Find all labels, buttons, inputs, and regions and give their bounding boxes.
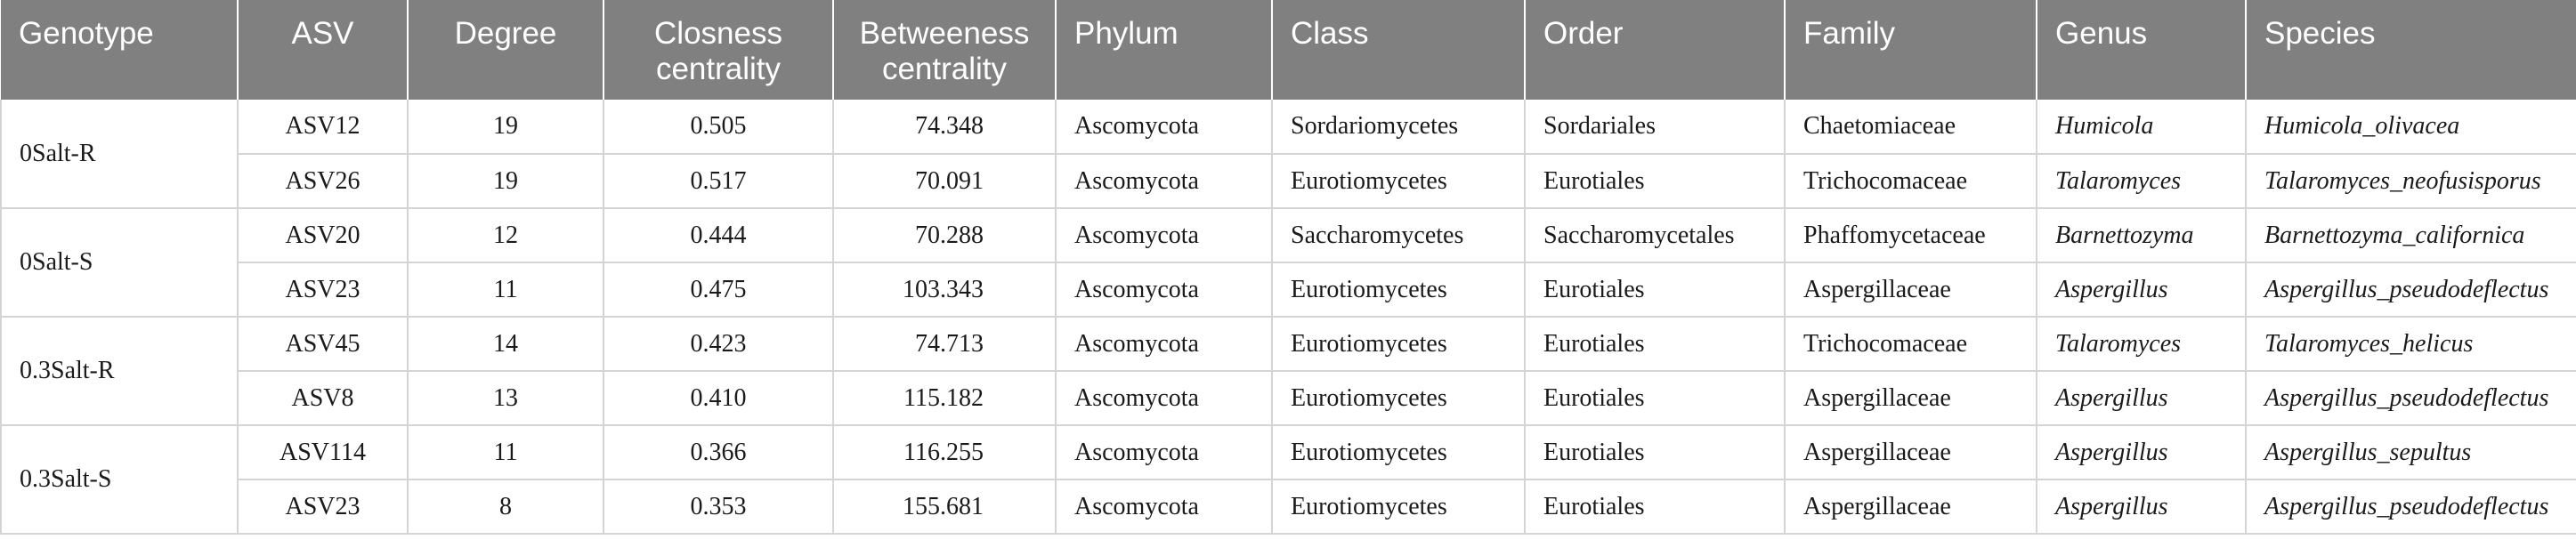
class-cell: Eurotiomycetes	[1272, 425, 1525, 479]
degree-cell: 11	[408, 262, 603, 317]
phylum-cell: Ascomycota	[1056, 100, 1272, 154]
betweenness-cell: 70.288	[833, 208, 1056, 262]
genus-cell: Aspergillus	[2037, 425, 2246, 479]
header-genus: Genus	[2037, 0, 2246, 100]
class-cell: Eurotiomycetes	[1272, 154, 1525, 208]
genus-cell: Talaromyces	[2037, 317, 2246, 371]
family-cell: Chaetomiaceae	[1785, 100, 2037, 154]
header-order: Order	[1525, 0, 1785, 100]
order-cell: Eurotiales	[1525, 154, 1785, 208]
family-cell: Phaffomycetaceae	[1785, 208, 2037, 262]
header-row	[1, 0, 2576, 100]
phylum-cell: Ascomycota	[1056, 425, 1272, 479]
genotype-cell: 0.3Salt-S	[1, 425, 238, 534]
degree-cell: 19	[408, 154, 603, 208]
header-species: Species	[2246, 0, 2576, 100]
degree-cell: 19	[408, 100, 603, 154]
closeness-cell: 0.423	[603, 317, 833, 371]
family-cell: Trichocomaceae	[1785, 317, 2037, 371]
degree-cell: 8	[408, 479, 603, 534]
header-asv: ASV	[238, 0, 408, 100]
table-row	[1, 317, 2576, 371]
header-class: Class	[1272, 0, 1525, 100]
family-cell: Aspergillaceae	[1785, 479, 2037, 534]
closeness-cell: 0.517	[603, 154, 833, 208]
order-cell: Sordariales	[1525, 100, 1785, 154]
species-cell: Aspergillus_pseudodeflectus	[2246, 262, 2576, 317]
class-cell: Eurotiomycetes	[1272, 479, 1525, 534]
asv-cell: ASV23	[238, 262, 408, 317]
header-closeness: Closness centrality	[603, 0, 833, 100]
degree-cell: 13	[408, 371, 603, 425]
table-row	[1, 371, 2576, 425]
asv-cell: ASV12	[238, 100, 408, 154]
species-cell: Talaromyces_helicus	[2246, 317, 2576, 371]
order-cell: Eurotiales	[1525, 479, 1785, 534]
degree-cell: 14	[408, 317, 603, 371]
genus-cell: Aspergillus	[2037, 479, 2246, 534]
class-cell: Saccharomycetes	[1272, 208, 1525, 262]
phylum-cell: Ascomycota	[1056, 479, 1272, 534]
betweenness-cell: 70.091	[833, 154, 1056, 208]
asv-cell: ASV26	[238, 154, 408, 208]
species-cell: Aspergillus_pseudodeflectus	[2246, 479, 2576, 534]
betweenness-cell: 74.348	[833, 100, 1056, 154]
genus-cell: Aspergillus	[2037, 371, 2246, 425]
betweenness-cell: 74.713	[833, 317, 1056, 371]
phylum-cell: Ascomycota	[1056, 208, 1272, 262]
asv-cell: ASV20	[238, 208, 408, 262]
header-family: Family	[1785, 0, 2037, 100]
genus-cell: Talaromyces	[2037, 154, 2246, 208]
phylum-cell: Ascomycota	[1056, 371, 1272, 425]
header-degree: Degree	[408, 0, 603, 100]
class-cell: Eurotiomycetes	[1272, 371, 1525, 425]
table-row	[1, 154, 2576, 208]
closeness-cell: 0.444	[603, 208, 833, 262]
asv-cell: ASV114	[238, 425, 408, 479]
genotype-cell: 0Salt-R	[1, 100, 238, 208]
table-body	[1, 100, 2576, 534]
closeness-cell: 0.475	[603, 262, 833, 317]
genus-cell: Aspergillus	[2037, 262, 2246, 317]
family-cell: Aspergillaceae	[1785, 425, 2037, 479]
header-genotype: Genotype	[1, 0, 238, 100]
closeness-cell: 0.366	[603, 425, 833, 479]
betweenness-cell: 115.182	[833, 371, 1056, 425]
closeness-cell: 0.505	[603, 100, 833, 154]
order-cell: Eurotiales	[1525, 371, 1785, 425]
species-cell: Talaromyces_neofusisporus	[2246, 154, 2576, 208]
family-cell: Aspergillaceae	[1785, 371, 2037, 425]
table-row	[1, 100, 2576, 154]
order-cell: Saccharomycetales	[1525, 208, 1785, 262]
species-cell: Aspergillus_sepultus	[2246, 425, 2576, 479]
header-phylum: Phylum	[1056, 0, 1272, 100]
table-row	[1, 262, 2576, 317]
closeness-cell: 0.410	[603, 371, 833, 425]
phylum-cell: Ascomycota	[1056, 262, 1272, 317]
family-cell: Aspergillaceae	[1785, 262, 2037, 317]
asv-cell: ASV8	[238, 371, 408, 425]
order-cell: Eurotiales	[1525, 317, 1785, 371]
asv-cell: ASV23	[238, 479, 408, 534]
betweenness-cell: 103.343	[833, 262, 1056, 317]
family-cell: Trichocomaceae	[1785, 154, 2037, 208]
phylum-cell: Ascomycota	[1056, 154, 1272, 208]
table-row	[1, 479, 2576, 534]
species-cell: Humicola_olivacea	[2246, 100, 2576, 154]
degree-cell: 12	[408, 208, 603, 262]
order-cell: Eurotiales	[1525, 262, 1785, 317]
phylum-cell: Ascomycota	[1056, 317, 1272, 371]
degree-cell: 11	[408, 425, 603, 479]
asv-cell: ASV45	[238, 317, 408, 371]
class-cell: Sordariomycetes	[1272, 100, 1525, 154]
order-cell: Eurotiales	[1525, 425, 1785, 479]
header-betweenness: Betweeness centrality	[833, 0, 1056, 100]
genotype-cell: 0.3Salt-R	[1, 317, 238, 425]
genotype-cell: 0Salt-S	[1, 208, 238, 317]
betweenness-cell: 155.681	[833, 479, 1056, 534]
genus-cell: Humicola	[2037, 100, 2246, 154]
class-cell: Eurotiomycetes	[1272, 317, 1525, 371]
class-cell: Eurotiomycetes	[1272, 262, 1525, 317]
table-row	[1, 425, 2576, 479]
species-cell: Aspergillus_pseudodeflectus	[2246, 371, 2576, 425]
species-cell: Barnettozyma_californica	[2246, 208, 2576, 262]
table-row	[1, 208, 2576, 262]
genus-cell: Barnettozyma	[2037, 208, 2246, 262]
closeness-cell: 0.353	[603, 479, 833, 534]
betweenness-cell: 116.255	[833, 425, 1056, 479]
